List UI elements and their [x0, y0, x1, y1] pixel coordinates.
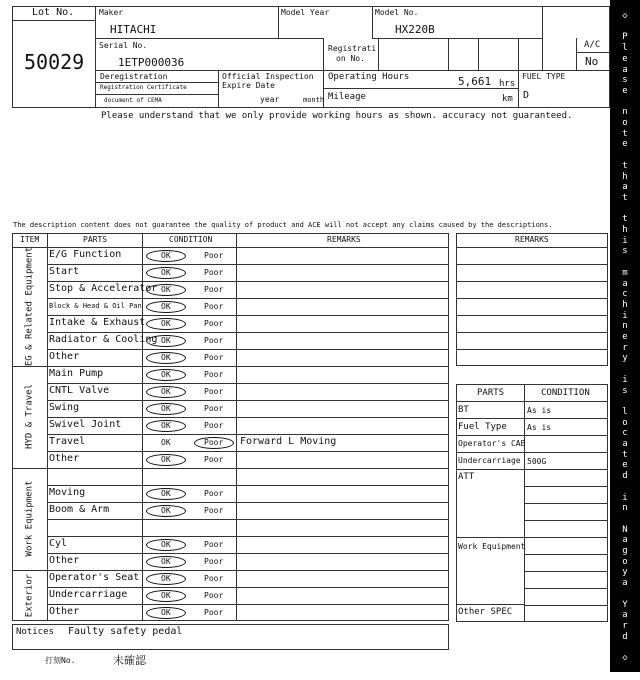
ok-selected-circle [146, 403, 186, 415]
part-name: Other [49, 351, 80, 362]
fuel-type-value: D [523, 90, 530, 101]
dereg-line-1 [95, 82, 218, 83]
sidebar-char [610, 23, 640, 32]
poor-option: Poor [204, 336, 224, 345]
sidebar-char: h [622, 225, 628, 235]
ok-option: OK [161, 387, 171, 396]
lot-number: 50029 [24, 50, 85, 74]
row-line [47, 536, 449, 537]
sidebar-char: n [622, 107, 628, 118]
row-line [47, 349, 449, 350]
header-v7 [518, 38, 519, 108]
att-label: ATT [458, 472, 475, 482]
sidebar-char: e [622, 53, 628, 64]
poor-option: Poor [204, 387, 224, 396]
poor-option: Poor [204, 557, 224, 566]
ok-option: OK [161, 608, 171, 617]
part-name: Start [49, 266, 80, 277]
row-line [47, 417, 449, 418]
header-v2 [372, 6, 373, 38]
ok-selected-circle [146, 454, 186, 466]
part-name: Stop & Accelerator [49, 283, 158, 294]
sidebar-char: e [622, 460, 628, 471]
ok-option: OK [161, 268, 171, 277]
right-sub-line [524, 588, 608, 589]
maker-value: HITACHI [110, 23, 157, 36]
sidebar-char: Y [622, 599, 628, 610]
ok-selected-circle [146, 267, 186, 279]
group-divider [12, 570, 449, 571]
stamp-value: 未確認 [113, 654, 146, 667]
right-sub-line [524, 520, 608, 521]
sidebar-char [610, 643, 640, 652]
sidebar-char: n [622, 503, 628, 514]
header-row1-line [95, 38, 323, 39]
sidebar-char: e [622, 85, 628, 96]
ok-selected-circle [146, 250, 186, 262]
part-name: Main Pump [49, 368, 104, 379]
row-line [47, 587, 449, 588]
model-no-value: HX220B [395, 23, 435, 36]
ac-value: No [585, 55, 599, 68]
ok-selected-circle [146, 386, 186, 398]
poor-option: Poor [204, 302, 224, 311]
row-line [47, 264, 449, 265]
sidebar-char: t [622, 192, 628, 203]
dereg-line-2 [95, 94, 218, 95]
row-line [47, 315, 449, 316]
poor-option: Poor [204, 353, 224, 362]
header-v5 [448, 38, 449, 70]
registration-label-2: on No. [336, 54, 365, 63]
ok-selected-circle [146, 590, 186, 602]
right-part-name: BT [458, 405, 469, 415]
sidebar-char: a [622, 578, 628, 589]
hours-unit: hrs [499, 79, 516, 89]
sidebar-char [610, 397, 640, 406]
ok-selected-circle [146, 369, 186, 381]
header-divider [12, 247, 449, 248]
sidebar-char: y [622, 567, 628, 578]
poor-option: Poor [204, 540, 224, 549]
ok-selected-circle [146, 301, 186, 313]
ok-option: OK [161, 438, 171, 447]
row-line [47, 400, 449, 401]
ok-option: OK [161, 506, 171, 515]
header-row1-line-b [372, 38, 542, 39]
sidebar-char: t [622, 128, 628, 139]
row-line [47, 553, 449, 554]
right-part-name: Fuel Type [458, 422, 507, 432]
sidebar-char: l [622, 406, 628, 417]
sidebar-char: ◇ [622, 653, 628, 663]
right-row-line [456, 435, 608, 436]
ok-option: OK [161, 285, 171, 294]
table-col-divider [236, 233, 237, 621]
sidebar-char: i [622, 235, 628, 246]
right-header-line [456, 401, 608, 402]
poor-option: Poor [204, 591, 224, 600]
ok-option: OK [161, 591, 171, 600]
sidebar-char [610, 151, 640, 160]
ok-option: OK [161, 455, 171, 464]
ok-selected-circle [146, 352, 186, 364]
header-v8 [542, 6, 543, 70]
row-line [47, 332, 449, 333]
poor-option: Poor [204, 404, 224, 413]
right-part-name: Operator's CAB [458, 439, 526, 448]
sidebar-char [610, 483, 640, 492]
sidebar-char: i [622, 310, 628, 321]
part-name: Undercarriage [49, 589, 128, 600]
sidebar-notice [610, 0, 640, 672]
mileage-label: Mileage [328, 92, 366, 102]
remarks-row-line [456, 298, 608, 299]
lot-label: Lot No. [32, 7, 75, 18]
remark-text: Forward L Moving [240, 436, 337, 447]
spec-divider [456, 604, 524, 605]
right-sub-line [524, 537, 608, 538]
part-name: Other [49, 555, 80, 566]
col-header-parts: PARTS [83, 235, 108, 244]
ok-selected-circle [146, 607, 186, 619]
right-condition-value: As is [527, 423, 552, 432]
ac-label: A/C [584, 40, 601, 50]
mileage-unit: km [502, 94, 513, 104]
sidebar-char [610, 365, 640, 374]
remarks-row-line [456, 349, 608, 350]
stamp-label: 打刻No. [45, 656, 76, 665]
group-label: HYD & Travel [24, 383, 34, 450]
ok-option: OK [161, 489, 171, 498]
sidebar-char: ◇ [622, 11, 628, 21]
work-equipment-label: Work Equipment [458, 542, 526, 551]
sidebar-char: i [622, 492, 628, 503]
serial-label: Serial No. [99, 41, 148, 50]
header-frame [12, 6, 610, 108]
sidebar-char: l [622, 43, 628, 54]
row-line [47, 451, 449, 452]
row-line [47, 383, 449, 384]
right-sub-line [524, 554, 608, 555]
group-divider [12, 468, 449, 469]
ok-option: OK [161, 302, 171, 311]
sidebar-char: r [622, 342, 628, 353]
disclaimer: The description content does not guarantee the quality of product and ACE will not accept any claims caused by the descriptions. [13, 221, 553, 229]
poor-selected-circle [194, 437, 234, 449]
ok-selected-circle [146, 284, 186, 296]
hours-mid-line [323, 88, 518, 89]
remarks-row-line [456, 315, 608, 316]
sidebar-char: g [622, 546, 628, 556]
group-label: Exterior [24, 573, 34, 617]
sidebar-char: t [622, 160, 628, 171]
part-name: Other [49, 606, 80, 617]
poor-option: Poor [204, 574, 224, 583]
header-v9 [576, 38, 577, 70]
ok-selected-circle [146, 539, 186, 551]
sidebar-char: m [622, 267, 628, 278]
header-v1 [278, 6, 279, 38]
part-name: E/G Function [49, 249, 122, 260]
part-name: Swing [49, 402, 80, 413]
row-line [47, 281, 449, 282]
row-line [47, 485, 449, 486]
deregistration-label: Deregistration [100, 72, 168, 81]
part-name: CNTL Valve [49, 385, 110, 396]
right-condition-value: 500G [527, 457, 547, 466]
hours-value: 5,661 [458, 75, 492, 88]
ok-selected-circle [146, 335, 186, 347]
month-label: month [303, 96, 325, 104]
ok-option: OK [161, 557, 171, 566]
lot-title-line [12, 20, 95, 21]
group-label: Work Equipment [24, 480, 34, 557]
poor-option: Poor [204, 421, 224, 430]
right-remarks-header: REMARKS [515, 235, 549, 244]
sidebar-char [610, 205, 640, 214]
sidebar-char: s [622, 75, 628, 86]
sidebar-char: N [622, 524, 628, 535]
inspection-label-1: Official Inspection [222, 72, 314, 81]
doc-cema-label: document of CEMA [104, 97, 162, 104]
sidebar-char: a [622, 610, 628, 621]
sidebar-char: P [622, 32, 628, 43]
col-header-remarks: REMARKS [327, 235, 361, 244]
sidebar-char: n [622, 321, 628, 332]
sidebar-char: d [622, 471, 628, 482]
ok-selected-circle [146, 556, 186, 568]
sidebar-char: t [622, 449, 628, 460]
ok-option: OK [161, 336, 171, 345]
right-part-name: Undercarriage [458, 456, 521, 465]
part-name: Moving [49, 487, 86, 498]
sidebar-char: c [622, 428, 628, 439]
remarks-row-line [456, 332, 608, 333]
ok-option: OK [161, 251, 171, 260]
sidebar-char: r [622, 620, 628, 631]
remarks-header-line [456, 247, 608, 248]
header-row2-line [95, 70, 610, 71]
ok-selected-circle [146, 573, 186, 585]
sidebar-char: o [622, 417, 628, 428]
sidebar-char: h [622, 171, 628, 182]
notices-label: Notices [16, 627, 54, 637]
sidebar-char [610, 258, 640, 267]
ok-option: OK [161, 319, 171, 328]
part-name: Block & Head & Oil Pan [49, 302, 142, 310]
ok-option: OK [161, 370, 171, 379]
poor-option: Poor [204, 455, 224, 464]
hours-label: Operating Hours [328, 72, 410, 82]
sidebar-char: e [622, 332, 628, 342]
row-line [47, 604, 449, 605]
poor-option: Poor [204, 285, 224, 294]
other-spec-label: Other SPEC [458, 607, 513, 617]
table-col-divider [47, 233, 48, 621]
serial-value: 1ETP000036 [118, 56, 185, 69]
header-v10 [218, 70, 219, 108]
ok-option: OK [161, 540, 171, 549]
part-name: Boom & Arm [49, 504, 110, 515]
right-sub-line [524, 486, 608, 487]
poor-option: Poor [204, 370, 224, 379]
maker-label: Maker [99, 8, 124, 17]
ok-option: OK [161, 353, 171, 362]
right-row-line [456, 469, 608, 470]
row-line [47, 502, 449, 503]
row-line [47, 298, 449, 299]
poor-option: Poor [204, 608, 224, 617]
notices-value: Faulty safety pedal [68, 626, 183, 637]
inspection-label-2: Expire Date [222, 81, 275, 90]
sidebar-char [610, 590, 640, 599]
right-parts-header: PARTS [477, 388, 505, 398]
row-line [47, 519, 449, 520]
sidebar-char: s [622, 246, 628, 257]
sidebar-char: o [622, 118, 628, 128]
model-year-label: Model Year [281, 8, 330, 17]
right-row-line [456, 418, 608, 419]
ok-selected-circle [146, 505, 186, 517]
poor-option: Poor [204, 319, 224, 328]
poor-option: Poor [204, 268, 224, 277]
ok-selected-circle [146, 318, 186, 330]
ok-option: OK [161, 404, 171, 413]
sidebar-char: t [622, 214, 628, 225]
poor-option: Poor [204, 506, 224, 515]
part-name: Intake & Exhaust [49, 317, 146, 328]
ok-selected-circle [146, 488, 186, 500]
poor-option: Poor [204, 251, 224, 260]
att-divider [456, 537, 524, 538]
header-v4 [378, 38, 379, 70]
lot-divider [95, 6, 96, 108]
sidebar-char: d [622, 631, 628, 642]
group-label: EG & Related Equipment [24, 246, 34, 366]
remarks-row-line [456, 281, 608, 282]
sidebar-char: c [622, 289, 628, 300]
part-name: Radiator & Cooling [49, 334, 158, 345]
registration-label-1: Registrati [328, 44, 377, 53]
right-sub-line [524, 571, 608, 572]
right-condition-value: As is [527, 406, 552, 415]
ok-option: OK [161, 574, 171, 583]
sidebar-char: a [622, 278, 628, 289]
part-name: Cyl [49, 538, 68, 549]
sidebar-char: y [622, 353, 628, 364]
sidebar-char: o [622, 556, 628, 567]
poor-option: Poor [204, 489, 224, 498]
header-v6 [478, 38, 479, 70]
sidebar-char [610, 515, 640, 524]
part-name: Swivel Joint [49, 419, 122, 430]
col-header-item: ITEM [20, 235, 40, 244]
part-name: Other [49, 453, 80, 464]
right-row-line [456, 452, 608, 453]
sidebar-char: e [622, 139, 628, 150]
remarks-row-line [456, 264, 608, 265]
hours-notice: Please understand that we only provide working hours as shown. accuracy not guaranteed. [101, 111, 573, 121]
sidebar-char: h [622, 299, 628, 310]
sidebar-char: i [622, 374, 628, 385]
sidebar-char: a [622, 64, 628, 75]
right-sub-line [524, 605, 608, 606]
year-label: year [260, 95, 280, 104]
right-condition-header: CONDITION [541, 388, 590, 398]
model-no-label: Model No. [375, 8, 419, 17]
ac-mid-line [576, 52, 610, 53]
ok-selected-circle [146, 420, 186, 432]
sidebar-char: a [622, 182, 628, 193]
part-name: Operator's Seat [49, 572, 140, 583]
sidebar-char: s [622, 385, 628, 396]
reg-cert-label: Registration Certificate [100, 84, 187, 91]
sidebar-char [610, 98, 640, 107]
group-divider [12, 366, 449, 367]
col-header-condition: CONDITION [169, 235, 213, 244]
part-name: Travel [49, 436, 86, 447]
poor-option: Poor [204, 438, 224, 447]
sidebar-char: a [622, 439, 628, 449]
row-line [47, 434, 449, 435]
right-sub-line [524, 503, 608, 504]
remarks-box [456, 233, 608, 366]
ok-option: OK [161, 421, 171, 430]
sidebar-char: a [622, 535, 628, 546]
fuel-type-label: FUEL TYPE [522, 72, 566, 81]
